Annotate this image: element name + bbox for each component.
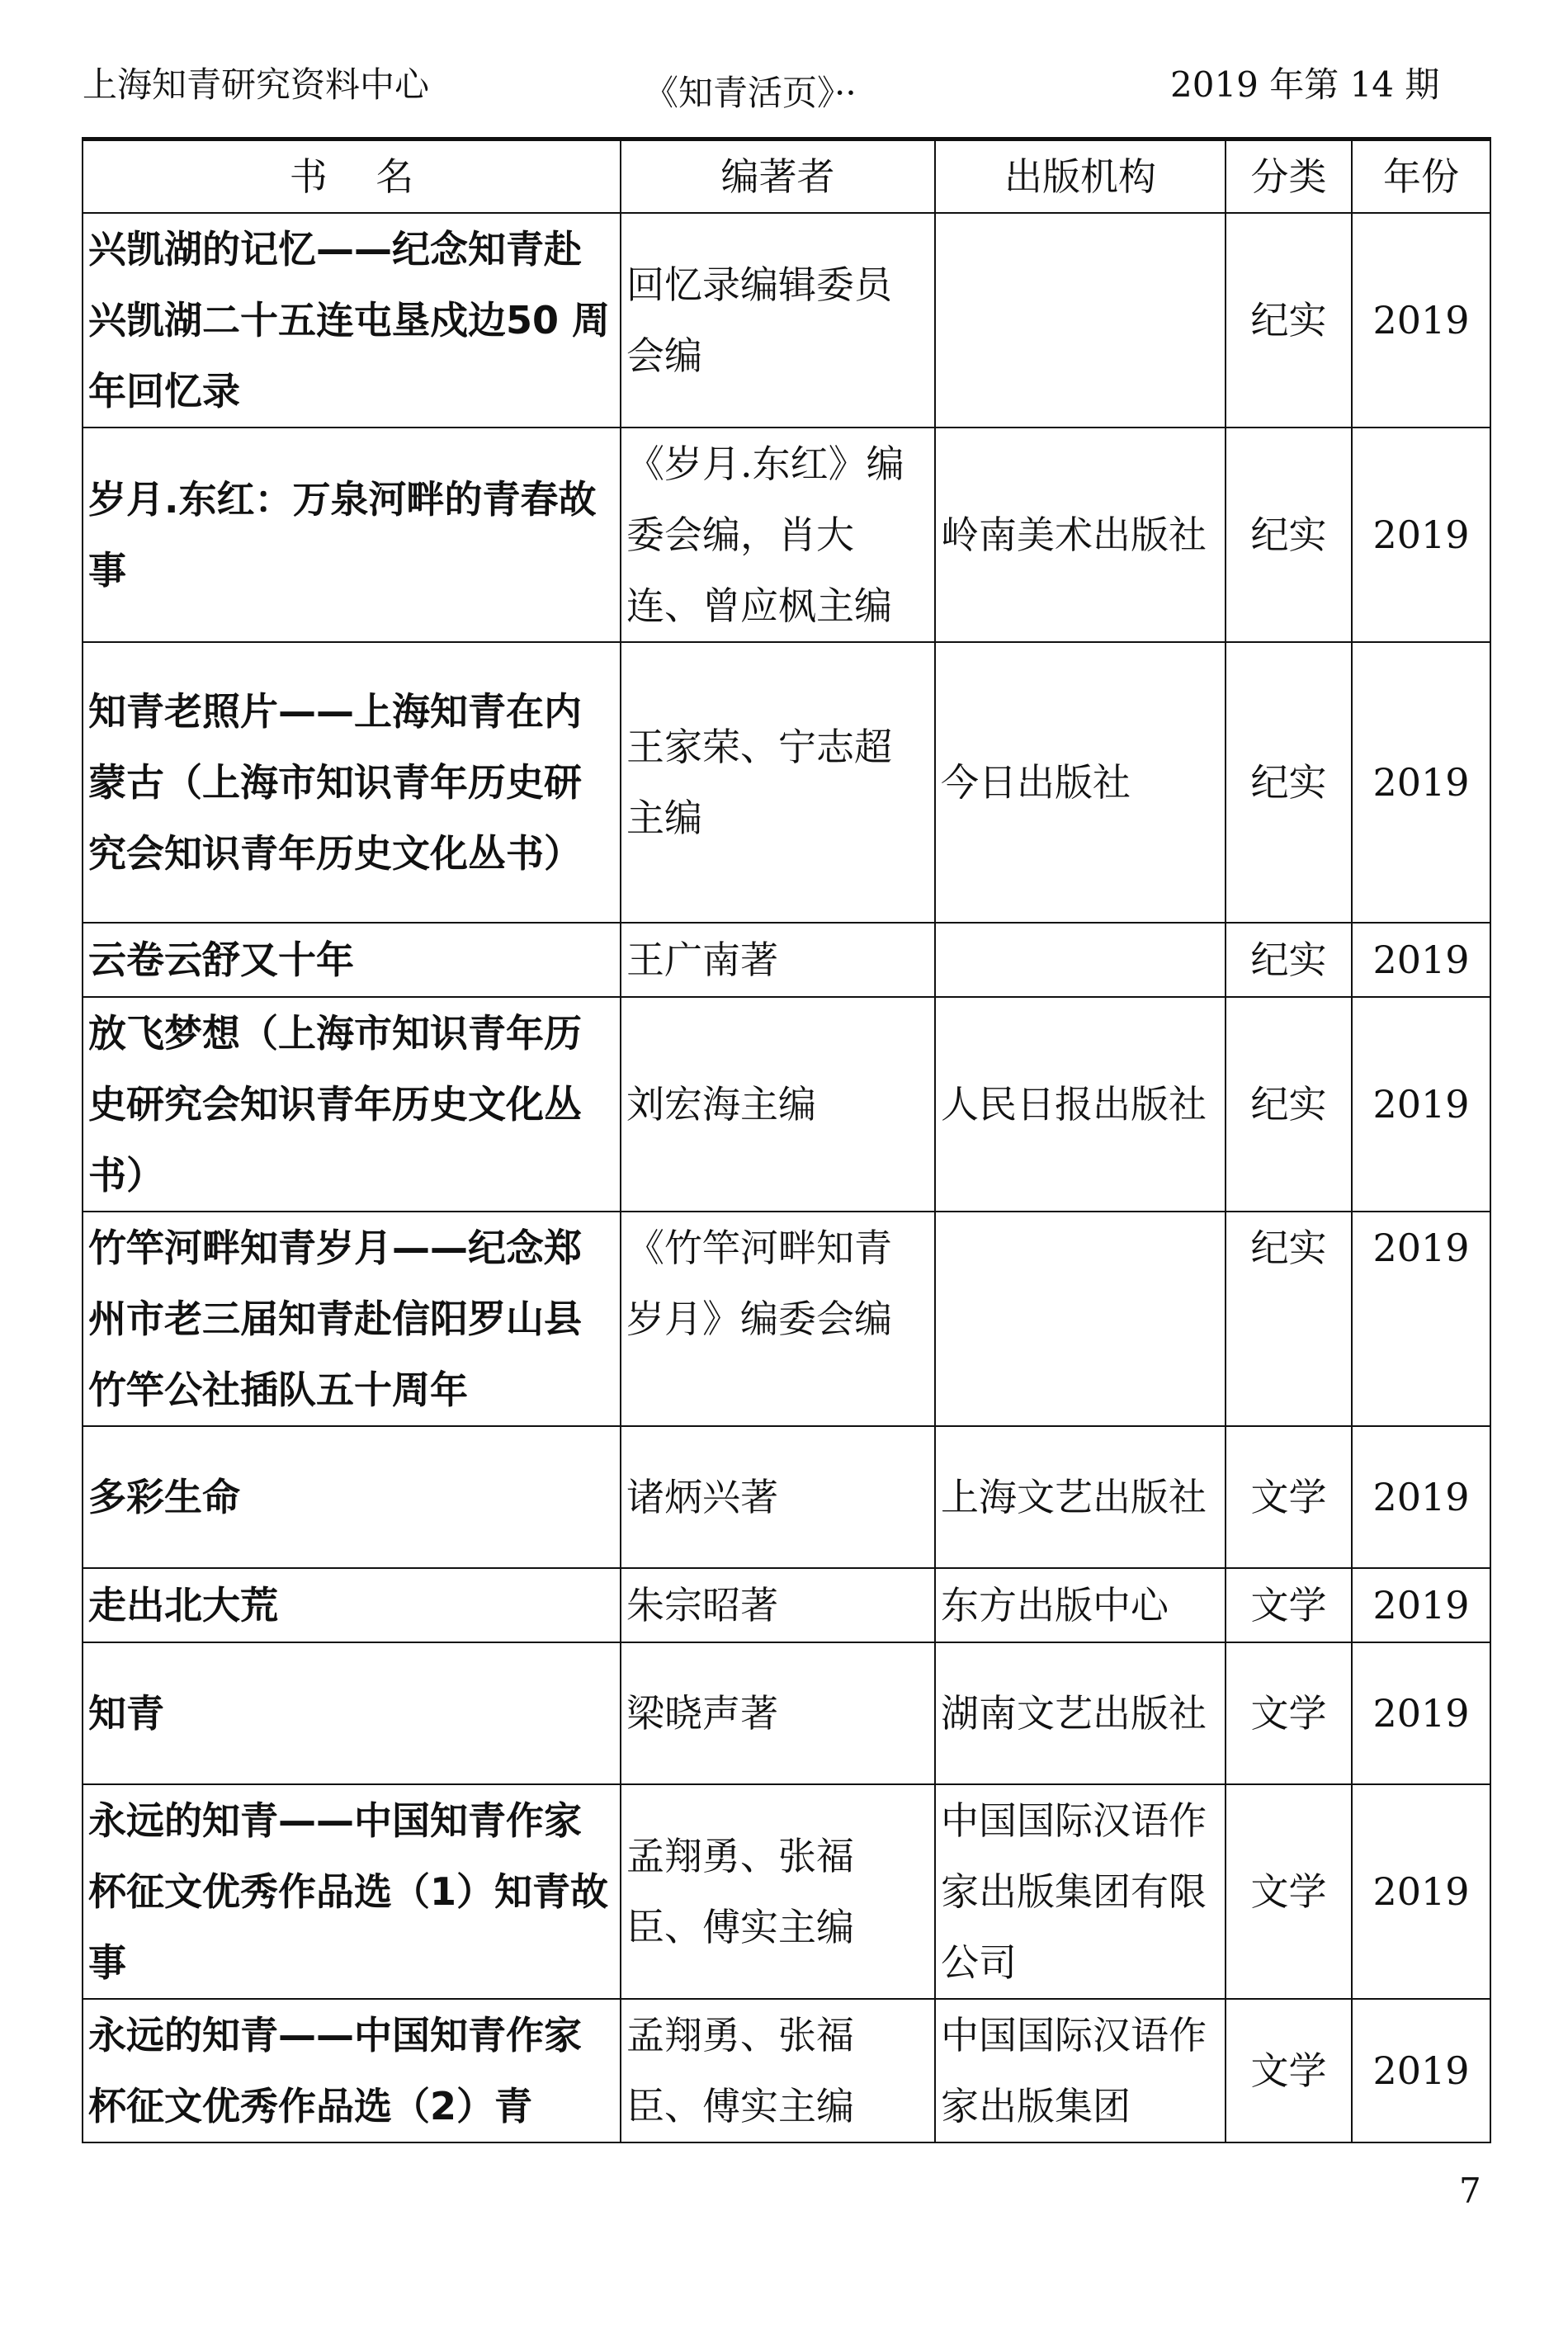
column-header-category: 分类 [1226,139,1352,214]
table-row [83,923,1490,997]
book-author-cell: 诸炳兴著 [621,1426,935,1568]
book-year-cell: 2019 [1352,1212,1490,1426]
book-publisher-cell: 中国国际汉语作家出版集团 [935,1999,1226,2142]
book-category-cell: 纪实 [1226,428,1352,642]
book-title-cell: 知青老照片——上海知青在内蒙古（上海市知识青年历史研究会知识青年历史文化丛书） [83,642,621,923]
book-author-cell: 梁晓声著 [621,1642,935,1784]
book-title-cell: 永远的知青——中国知青作家杯征文优秀作品选（2）青 [83,1999,621,2142]
book-title-cell: 知青 [83,1642,621,1784]
book-title-cell: 走出北大荒 [83,1568,621,1642]
book-year-cell: 2019 [1352,1784,1490,1999]
book-author-cell: 王广南著 [621,923,935,997]
table-header-row [83,139,1490,214]
book-title-cell: 岁月.东红：万泉河畔的青春故事 [83,428,621,642]
book-category-cell: 纪实 [1226,642,1352,923]
book-category-cell: 文学 [1226,1642,1352,1784]
book-title-cell: 兴凯湖的记忆——纪念知青赴兴凯湖二十五连屯垦戍边50 周年回忆录 [83,213,621,428]
table-row [83,1568,1490,1642]
book-year-cell: 2019 [1352,213,1490,428]
table-row [83,1784,1490,1999]
table-row [83,428,1490,642]
table-row [83,213,1490,428]
book-year-cell: 2019 [1352,997,1490,1212]
book-publisher-cell: 今日出版社 [935,642,1226,923]
book-author-cell: 朱宗昭著 [621,1568,935,1642]
column-header-year: 年份 [1352,139,1490,214]
table-row [83,1426,1490,1568]
book-year-cell: 2019 [1352,1568,1490,1642]
book-category-cell: 纪实 [1226,213,1352,428]
book-publisher-cell: 人民日报出版社 [935,997,1226,1212]
book-author-cell: 《竹竿河畔知青岁月》编委会编 [621,1212,935,1426]
book-publisher-cell: 湖南文艺出版社 [935,1642,1226,1784]
book-title-cell: 云卷云舒又十年 [83,923,621,997]
book-category-cell: 文学 [1226,1426,1352,1568]
book-author-cell: 回忆录编辑委员会编 [621,213,935,428]
header-publication: 《知青活页》·· [644,73,857,113]
book-year-cell: 2019 [1352,1642,1490,1784]
book-category-cell: 文学 [1226,1568,1352,1642]
book-category-cell: 纪实 [1226,997,1352,1212]
table-row [83,642,1490,923]
book-list-table [82,137,1491,2143]
header-organization: 上海知青研究资料中心 [83,64,430,105]
book-title-cell: 竹竿河畔知青岁月——纪念郑州市老三届知青赴信阳罗山县竹竿公社插队五十周年 [83,1212,621,1426]
book-title-cell: 永远的知青——中国知青作家杯征文优秀作品选（1）知青故事 [83,1784,621,1999]
book-publisher-cell [935,923,1226,997]
book-category-cell: 文学 [1226,1784,1352,1999]
book-title-cell: 放飞梦想（上海市知识青年历史研究会知识青年历史文化丛书） [83,997,621,1212]
page-header [0,0,1568,132]
book-title-cell: 多彩生命 [83,1426,621,1568]
book-author-cell: 孟翔勇、张福臣、傅实主编 [621,1999,935,2142]
book-author-cell: 《岁月.东红》编委会编，肖大连、曾应枫主编 [621,428,935,642]
column-header-title: 书 名 [83,139,621,214]
table-row [83,1999,1490,2142]
book-year-cell: 2019 [1352,923,1490,997]
book-category-cell: 文学 [1226,1999,1352,2142]
column-header-publisher: 出版机构 [935,139,1226,214]
book-category-cell: 纪实 [1226,923,1352,997]
book-publisher-cell [935,1212,1226,1426]
book-category-cell: 纪实 [1226,1212,1352,1426]
page-number: 7 [1459,2171,1481,2211]
table-row [83,997,1490,1212]
book-year-cell: 2019 [1352,1999,1490,2142]
book-publisher-cell: 中国国际汉语作家出版集团有限公司 [935,1784,1226,1999]
book-year-cell: 2019 [1352,642,1490,923]
column-header-author: 编著者 [621,139,935,214]
table-row [83,1642,1490,1784]
header-issue: 2019 年第 14 期 [1170,64,1440,105]
book-author-cell: 王家荣、宁志超主编 [621,642,935,923]
table-row [83,1212,1490,1426]
book-publisher-cell: 东方出版中心 [935,1568,1226,1642]
book-author-cell: 刘宏海主编 [621,997,935,1212]
book-publisher-cell: 上海文艺出版社 [935,1426,1226,1568]
book-year-cell: 2019 [1352,428,1490,642]
book-publisher-cell: 岭南美术出版社 [935,428,1226,642]
book-year-cell: 2019 [1352,1426,1490,1568]
book-author-cell: 孟翔勇、张福臣、傅实主编 [621,1784,935,1999]
book-publisher-cell [935,213,1226,428]
